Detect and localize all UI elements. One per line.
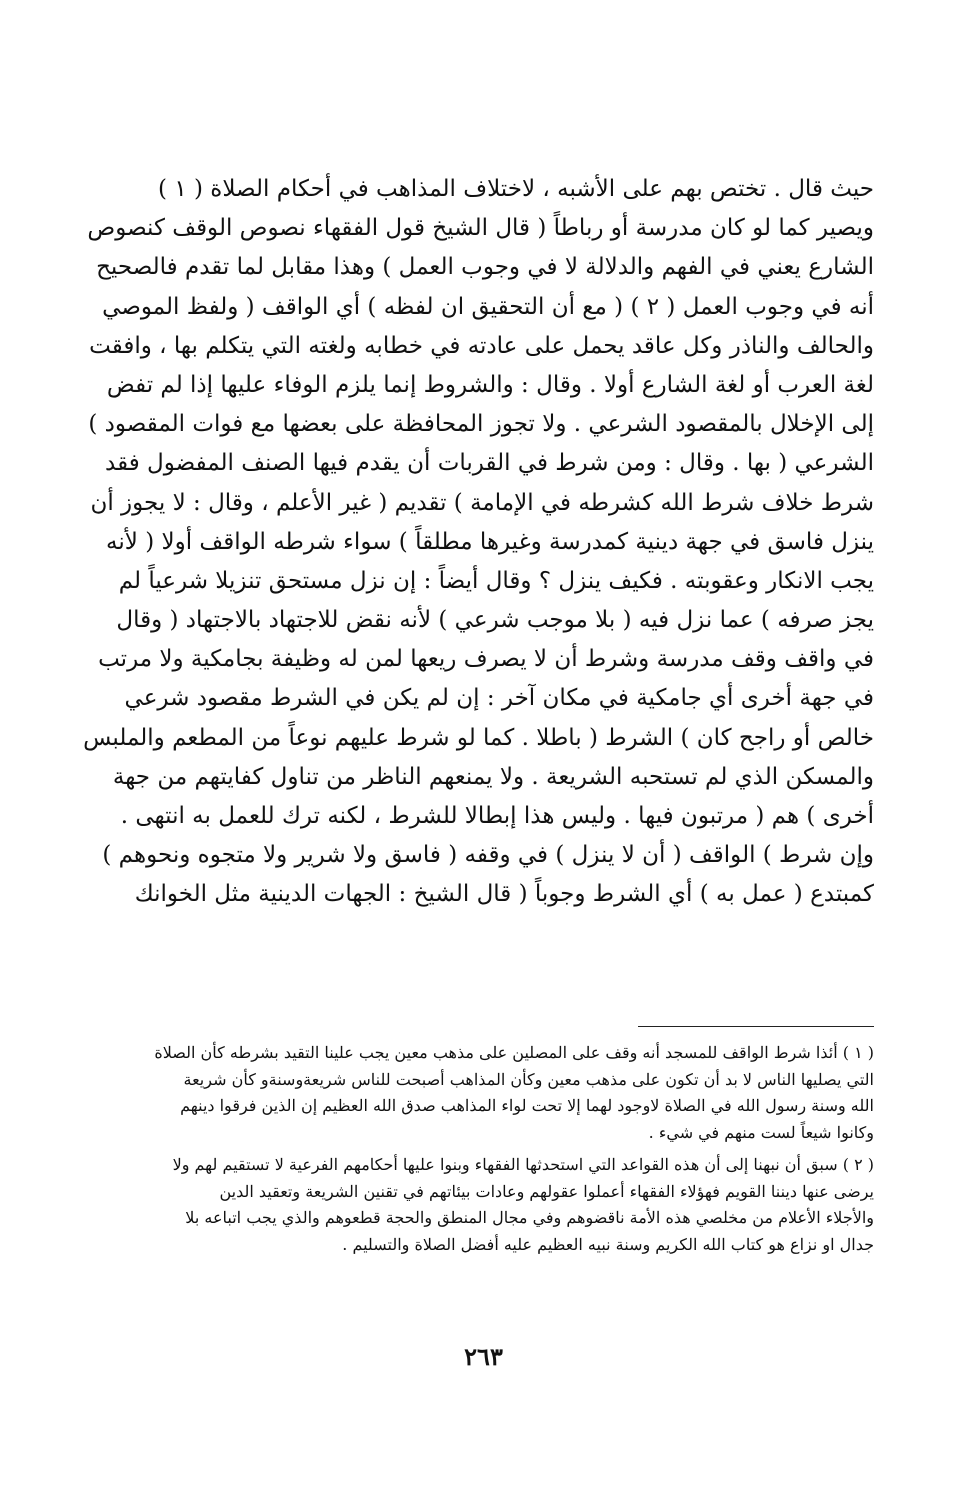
footnote-1 (58, 1040, 874, 1146)
page-number: ٢٦٣ (464, 1342, 503, 1371)
footnote-line: ( ٢ ) سبق أن نبهنا إلى أن هذه القواعد التي استحدثها الفقهاء وبنوا عليها أحكامهم الفرعية لا تستقيم لهم ولا (172, 1155, 874, 1174)
footnote-divider (638, 1026, 874, 1027)
text-line: يجز صرفه ) عما نزل فيه ( بلا موجب شرعي ) لأنه نقض للاجتهاد بالاجتهاد ( وقال (116, 607, 874, 634)
text-line: في واقف وقف مدرسة وشرط أن لا يصرف ريعها لمن له وظيفة بجامكية ولا مرتب (98, 646, 874, 673)
footnote-2 (58, 1152, 874, 1258)
text-line: لغة العرب أو لغة الشارع أولا . وقال : والشروط إنما يلزم الوفاء عليها إذا لم تفض (106, 371, 874, 398)
text-line: ينزل فاسق في جهة دينية كمدرسة وغيرها مطلقاً ) سواء شرطه الواقف أولا ( لأنه (106, 528, 874, 555)
main-text-block (58, 170, 874, 915)
text-line: الشرعي ( بها . وقال : ومن شرط في القربات أن يقدم فيها الصنف المفضول فقد (105, 450, 874, 477)
footnote-line: ( ١ ) أئذا شرط الواقف للمسجد أنه وقف على المصلين على مذهب معين يجب علينا التقيد بشرطه كأن الصلاة (154, 1043, 874, 1062)
footnote-line: التي يصليها الناس لا بد أن تكون على مذهب معين وكأن المذاهب أصبحت للناس شريعةوسنةو كأن شريعة (183, 1069, 874, 1089)
footnotes-block (58, 1040, 874, 1264)
text-line: والمسكن الذي لم تستحبه الشريعة . ولا يمنعهم الناظر من تناول كفايتهم من جهة (112, 763, 874, 790)
footnote-line: جدال او نزاع هو كتاب الله الكريم وسنة نبيه العظيم عليه أفضل الصلاة والتسليم . (342, 1234, 874, 1254)
footnote-line: والأجلاء الأعلام من مخلصي هذه الأمة ناقضوهم وفي مجال المنطق والحجة قطعوهم والذي يجب اتباعه بلا (185, 1208, 874, 1227)
footnote-line: الله وسنة رسول الله في الصلاة لاوجود لهما إلا تحت لواء المذاهب صدق الله العظيم إن الذين فرقوا دينهم (180, 1096, 874, 1115)
text-line: شرط خلاف شرط الله كشرطه في الإمامة ) تقديم ( غير الأعلم ، وقال : لا يجوز أن (90, 489, 874, 516)
text-line: والحالف والناذر وكل عاقد يحمل على عادته في خطابه ولغته التي يتكلم بها ، وافقت (89, 332, 874, 359)
text-line: الشارع يعني في الفهم والدلالة لا في وجوب العمل ) وهذا مقابل لما تقدم فالصحيح (96, 254, 874, 281)
text-line: حيث قال . تختص بهم على الأشبه ، لاختلاف المذاهب في أحكام الصلاة ( ١ ) (158, 176, 874, 202)
text-line: وإن شرط ) الواقف ( أن لا ينزل ) في وقفه ( فاسق ولا شرير ولا متجوه ونحوهم ) (102, 842, 874, 869)
text-line: إلى الإخلال بالمقصود الشرعي . ولا تجوز المحافظة على بعضها مع فوات المقصود ) (88, 411, 874, 438)
text-line: يجب الانكار وعقوبته . فكيف ينزل ؟ وقال أيضاً : إن نزل مستحق تنزيلا شرعياً لم (118, 567, 874, 594)
text-line: أخرى ) هم ( مرتبون فيها . وليس هذا إبطالا للشرط ، لكنه ترك للعمل به انتهى . (120, 803, 874, 829)
text-line: خالص أو راجح كان ) الشرط ( باطلا . كما لو شرط عليهم نوعاً من المطعم والملبس (83, 724, 874, 751)
footnote-line: يرضى عنها ديننا القويم فهؤلاء الفقهاء أعملوا عقولهم وعادات بيئاتهم في تقنين الشريعة وتعقيد الدين (219, 1181, 874, 1201)
text-line: في جهة أخرى أي جامكية في مكان آخر : إن لم يكن في الشرط مقصود شرعي (124, 685, 874, 712)
text-line: كمبتدع ( عمل به ) أي الشرط وجوباً ( قال الشيخ : الجهات الدينية مثل الخوانك (134, 881, 874, 908)
text-line: أنه في وجوب العمل ( ٢ ) ( مع أن التحقيق ان لفظه ) أي الواقف ( ولفظ الموصي (102, 293, 874, 320)
footnote-line: وكانوا شيعاً لست منهم في شيء . (648, 1122, 874, 1142)
text-line: ويصير كما لو كان مدرسة أو رباطاً ( قال الشيخ قول الفقهاء نصوص الوقف كنصوص (87, 215, 874, 242)
